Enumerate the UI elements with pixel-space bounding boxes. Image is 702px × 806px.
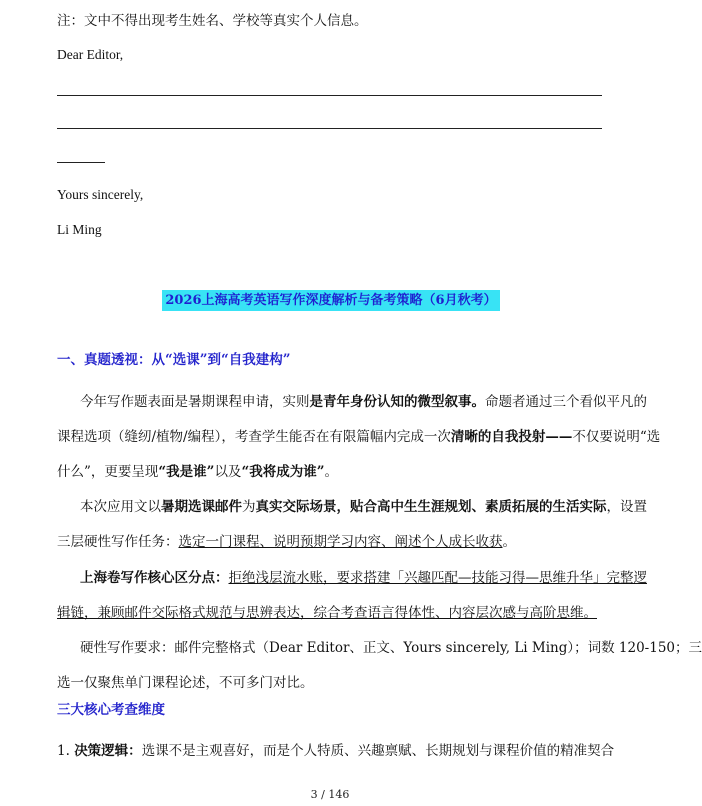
para3-emphasis: 上海卷写作核心区分点：	[80, 570, 229, 586]
para2-emphasis: 真实交际场景，贴合高中生生涯规划、素质拓展的生活实际	[255, 499, 607, 515]
para2-text: ，设置	[606, 499, 647, 515]
para1-line3	[57, 462, 338, 482]
para1-emphasis: 是青年身份认知的微型叙事。	[309, 394, 485, 410]
note-line: 注：文中不得出现考生姓名、学校等真实个人信息。	[57, 13, 368, 29]
page-number: 3 / 146	[310, 788, 350, 801]
para1-text: 什么”，更要呈现	[57, 464, 159, 480]
para1-line1	[80, 392, 647, 412]
para1-text: 以及	[214, 464, 242, 480]
para1-text: 今年写作题表面是暑期课程申请，实则	[80, 394, 310, 410]
para1-text: 课程选项（缝纫/植物/编程），考查学生能否在有限篇幅内完成一次	[57, 429, 451, 445]
para1-emphasis: “我将成为谁”	[241, 464, 325, 480]
para4-line1: 硬性写作要求：邮件完整格式（Dear Editor、正文、Yours sincerely, Li Ming）；词数 120-150；三	[80, 640, 702, 656]
page-title: 2026上海高考英语写作深度解析与备考策略（6月秋考）	[162, 290, 500, 311]
writing-line-3	[57, 162, 105, 163]
para2-line1	[80, 497, 647, 517]
para1-text: 命题者通过三个看似平凡的	[485, 394, 647, 410]
para2-text: 本次应用文以	[80, 499, 161, 515]
list-item-number: 1.	[57, 743, 70, 759]
para1-emphasis: “我是谁”	[158, 464, 215, 480]
writing-line-2	[57, 128, 602, 129]
para1-emphasis: 清晰的自我投射——	[450, 429, 573, 445]
para3-underlined: 拒绝浅层流水账，要求搭建「兴趣匹配—技能习得—思维升华」完整逻	[228, 570, 647, 586]
para2-underlined: 选定一门课程、说明预期学习内容、阐述个人成长收获	[178, 534, 503, 550]
para2-emphasis: 暑期选课邮件	[161, 499, 242, 515]
para1-line2	[57, 427, 660, 447]
letter-closing: Yours sincerely,	[57, 187, 144, 202]
list-item-label: 决策逻辑：	[74, 743, 142, 759]
section-heading-2: 三大核心考查维度	[57, 702, 165, 718]
para2-text: 三层硬性写作任务：	[57, 534, 179, 550]
para3-line1	[80, 568, 647, 588]
list-item-1	[57, 741, 614, 761]
para2-line2	[57, 532, 516, 552]
para4-line2: 选一仅聚焦单门课程论述，不可多门对比。	[57, 675, 314, 691]
para2-text: 。	[502, 534, 516, 550]
letter-signature: Li Ming	[57, 222, 102, 237]
letter-salutation: Dear Editor,	[57, 47, 124, 62]
para2-text: 为	[242, 499, 256, 515]
list-item-text: 选课不是主观喜好，而是个人特质、兴趣禀赋、长期规划与课程价值的精准契合	[141, 743, 615, 759]
writing-line-1	[57, 95, 602, 96]
para1-text: 不仅要说明“选	[572, 429, 661, 445]
para1-text: 。	[324, 464, 338, 480]
section-heading-1: 一、真题透视：从“选课”到“自我建构”	[57, 352, 291, 368]
para3-line2: 辑链，兼顾邮件交际格式规范与思辨表达，综合考查语言得体性、内容层次感与高阶思维。	[57, 605, 597, 621]
